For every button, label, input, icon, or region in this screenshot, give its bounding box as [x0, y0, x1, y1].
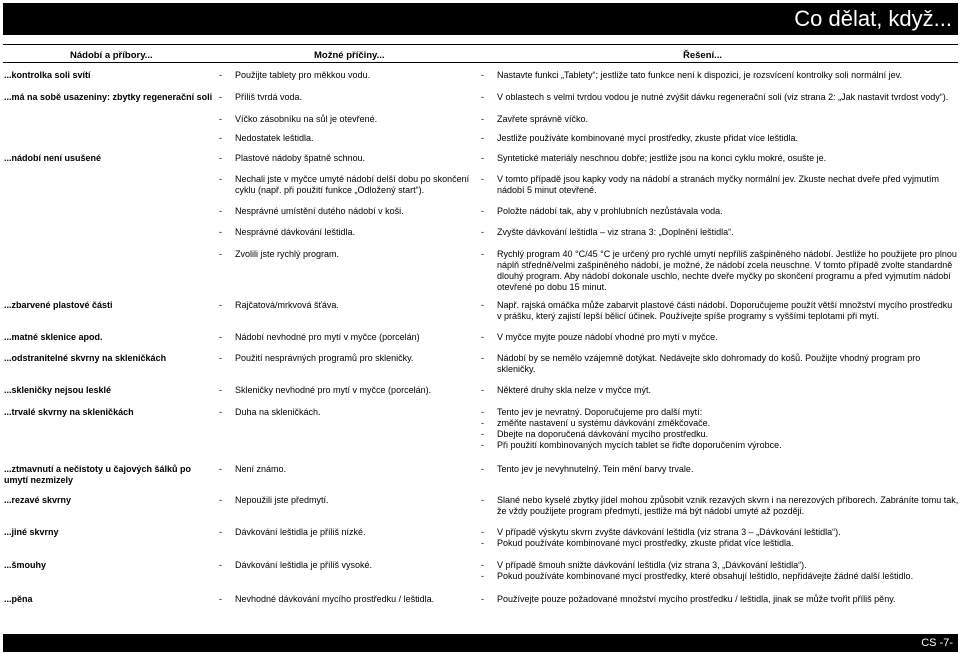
cause-item: - Nesprávné dávkování leštidla. — [219, 227, 477, 238]
cause-item: - Skleničky nevhodné pro mytí v myčce (porcelán). — [219, 385, 477, 396]
solution-item: - Např. rajská omáčka může zabarvit plastové části nádobí. Doporučujeme použít větší množství mycího prostředku v prášku, který zajistí lepší bělicí účinek. Používejte spíše programy s vyššími teplotami při mytí. — [481, 300, 959, 322]
header-rule — [3, 62, 958, 63]
cause-cell — [219, 153, 477, 164]
solution-item: - V případě šmouh snižte dávkování leštidla (viz strana 3, „Dávkování leštidla“). — [481, 560, 959, 571]
solution-item: - V myčce myjte pouze nádobí vhodné pro mytí v myčce. — [481, 332, 959, 343]
cause-cell — [219, 527, 477, 538]
solution-item: - Položte nádobí tak, aby v prohlubních nezůstávala voda. — [481, 206, 959, 217]
cause-item: - Nedostatek leštidla. — [219, 133, 477, 144]
solution-item: - Pokud používáte kombinované mycí prostředky, zkuste přidat více leštidla. — [481, 538, 959, 549]
solution-item: - Některé druhy skla nelze v myčce mýt. — [481, 385, 959, 396]
solution-cell — [481, 527, 959, 549]
solution-item: - V tomto případě jsou kapky vody na nádobí a stranách myčky normální jev. Zkuste nechat dveře před vyjmutím nádobí 5 minut otevřené. — [481, 174, 959, 196]
solution-cell — [481, 300, 959, 322]
problem-label: ...kontrolka soli svítí — [4, 70, 91, 80]
cause-cell — [219, 560, 477, 571]
cause-cell — [219, 114, 477, 125]
solution-cell — [481, 153, 959, 164]
solution-cell — [481, 407, 959, 451]
solution-item: - Rychlý program 40 °C/45 °C je určený pro rychlé umytí nepříliš zašpiněného nádobí. Jestliže ho použijete pro plnou náplň středně/velmi zašpiněného nádobí, je možné, že nádobí zcela neuschne. V tomto případě zvolte standardně dlouhý program. Aby nádobí dokonale uschlo, nechte dveře myčky po skončení programu a před vyjmutím nádobí otevřené po dobu 15 minut. — [481, 249, 959, 293]
cause-cell — [219, 70, 477, 81]
solution-cell — [481, 495, 959, 517]
solution-cell — [481, 206, 959, 217]
cause-item: - Nesprávné umístění dutého nádobí v koši. — [219, 206, 477, 217]
cause-item: - Nevhodné dávkování mycího prostředku / leštidla. — [219, 594, 477, 605]
cause-item: - Duha na skleničkách. — [219, 407, 477, 418]
page-number: CS -7- — [921, 637, 953, 649]
cause-cell — [219, 385, 477, 396]
cause-item: - Dávkování leštidla je příliš vysoké. — [219, 560, 477, 571]
cause-item: - Nádobí nevhodné pro mytí v myčce (porcelán) — [219, 332, 477, 343]
problem-label: ...trvalé skvrny na skleničkách — [4, 407, 134, 417]
cause-cell — [219, 249, 477, 260]
page-title: Co dělat, když... — [794, 6, 952, 31]
problem-label: ...odstranitelné skvrny na skleničkách — [4, 353, 167, 363]
cause-cell — [219, 495, 477, 506]
cause-item: - Použití nesprávných programů pro skleničky. — [219, 353, 477, 364]
problem-label: ...ztmavnutí a nečistoty u čajových šálků po umytí nezmizely — [4, 464, 192, 485]
cause-cell — [219, 300, 477, 311]
solution-cell — [481, 227, 959, 238]
solution-item: - Tento jev je nevratný. Doporučujeme pro další mytí: — [481, 407, 959, 418]
solution-cell — [481, 464, 959, 475]
solution-item: - Při použití kombinovaných mycích tablet se řiďte doporučením výrobce. — [481, 440, 959, 451]
solution-item: - Dbejte na doporučená dávkování mycího prostředku. — [481, 429, 959, 440]
cause-cell — [219, 206, 477, 217]
problem-label: ...skleničky nejsou lesklé — [4, 385, 112, 395]
problem-label: ...jiné skvrny — [4, 527, 59, 537]
solution-cell — [481, 385, 959, 396]
column-header-solution: Řešení... — [683, 50, 723, 61]
solution-cell — [481, 560, 959, 582]
cause-item: - Nepoužili jste předmytí. — [219, 495, 477, 506]
solution-cell — [481, 92, 959, 103]
solution-item: - V případě výskytu skvrn zvyšte dávkování leštidla (viz strana 3 – „Dávkování leštidla“). — [481, 527, 959, 538]
solution-item: - změňte nastavení u systému dávkování změkčovače. — [481, 418, 959, 429]
column-header-problem: Nádobí a příbory... — [70, 50, 153, 61]
cause-item: - Rajčatová/mrkvová šťáva. — [219, 300, 477, 311]
problem-label: ...má na sobě usazeniny: zbytky regenerační soli — [4, 92, 213, 102]
cause-item: - Není známo. — [219, 464, 477, 475]
cause-cell — [219, 174, 477, 196]
cause-item: - Víčko zásobníku na sůl je otevřené. — [219, 114, 477, 125]
solution-item: - Používejte pouze požadované množství mycího prostředku / leštidla, jinak se může tvořit příliš pěny. — [481, 594, 959, 605]
cause-cell — [219, 407, 477, 418]
table-top-rule — [3, 44, 958, 45]
cause-item: - Zvolili jste rychlý program. — [219, 249, 477, 260]
cause-item: - Nechali jste v myčce umyté nádobí delší dobu po skončení cyklu (např. při použití funkce „Odložený start“). — [219, 174, 477, 196]
solution-item: - Jestliže používáte kombinované mycí prostředky, zkuste přidat více leštidla. — [481, 133, 959, 144]
cause-item: - Dávkování leštidla je příliš nízké. — [219, 527, 477, 538]
solution-item: - Zvyšte dávkování leštidla – viz strana 3: „Doplnění leštidla“. — [481, 227, 959, 238]
problem-label: ...zbarvené plastové části — [4, 300, 113, 310]
problem-label: ...rezavé skvrny — [4, 495, 72, 505]
problem-label: ...pěna — [4, 594, 33, 604]
cause-cell — [219, 594, 477, 605]
solution-cell — [481, 174, 959, 196]
solution-item: - Pokud používáte kombinované mycí prostředky, které obsahují leštidlo, nepřidávejte žádné další leštidlo. — [481, 571, 959, 582]
problem-label: ...nádobí není usušené — [4, 153, 102, 163]
solution-item: - Nastavte funkci „Tablety“; jestliže tato funkce není k dispozici, je rozsvícení kontrolky soli normální jev. — [481, 70, 959, 81]
solution-cell — [481, 353, 959, 375]
solution-cell — [481, 114, 959, 125]
solution-item: - Syntetické materiály neschnou dobře; jestliže jsou na konci cyklu mokré, osušte je. — [481, 153, 959, 164]
cause-cell — [219, 353, 477, 364]
solution-cell — [481, 133, 959, 144]
solution-item: - Tento jev je nevyhnutelný. Tein mění barvy trvale. — [481, 464, 959, 475]
cause-item: - Použijte tablety pro měkkou vodu. — [219, 70, 477, 81]
cause-item: - Příliš tvrdá voda. — [219, 92, 477, 103]
solution-item: - Slané nebo kyselé zbytky jídel mohou způsobit vznik rezavých skvrn i na nerezových příborech. Zabráníte tomu tak, že vždy použijete program předmytí, jestliže má být nádobí umyté až později. — [481, 495, 959, 517]
solution-cell — [481, 594, 959, 605]
cause-cell — [219, 92, 477, 103]
cause-cell — [219, 227, 477, 238]
solution-item: - Zavřete správně víčko. — [481, 114, 959, 125]
header-bar — [3, 3, 958, 35]
solution-cell — [481, 249, 959, 293]
solution-item: - Nádobí by se nemělo vzájemně dotýkat. Nedávejte sklo dohromady do košů. Použijte vhodný program pro skleničky. — [481, 353, 959, 375]
cause-item: - Plastové nádoby špatně schnou. — [219, 153, 477, 164]
footer-bar — [3, 634, 958, 652]
cause-cell — [219, 464, 477, 475]
cause-cell — [219, 332, 477, 343]
cause-cell — [219, 133, 477, 144]
problem-label: ...matné sklenice apod. — [4, 332, 103, 342]
solution-cell — [481, 70, 959, 81]
column-header-cause: Možné příčiny... — [314, 50, 385, 61]
problem-label: ...šmouhy — [4, 560, 47, 570]
solution-cell — [481, 332, 959, 343]
solution-item: - V oblastech s velmi tvrdou vodou je nutné zvýšit dávku regenerační soli (viz strana 2: „Jak nastavit tvrdost vody“). — [481, 92, 959, 103]
